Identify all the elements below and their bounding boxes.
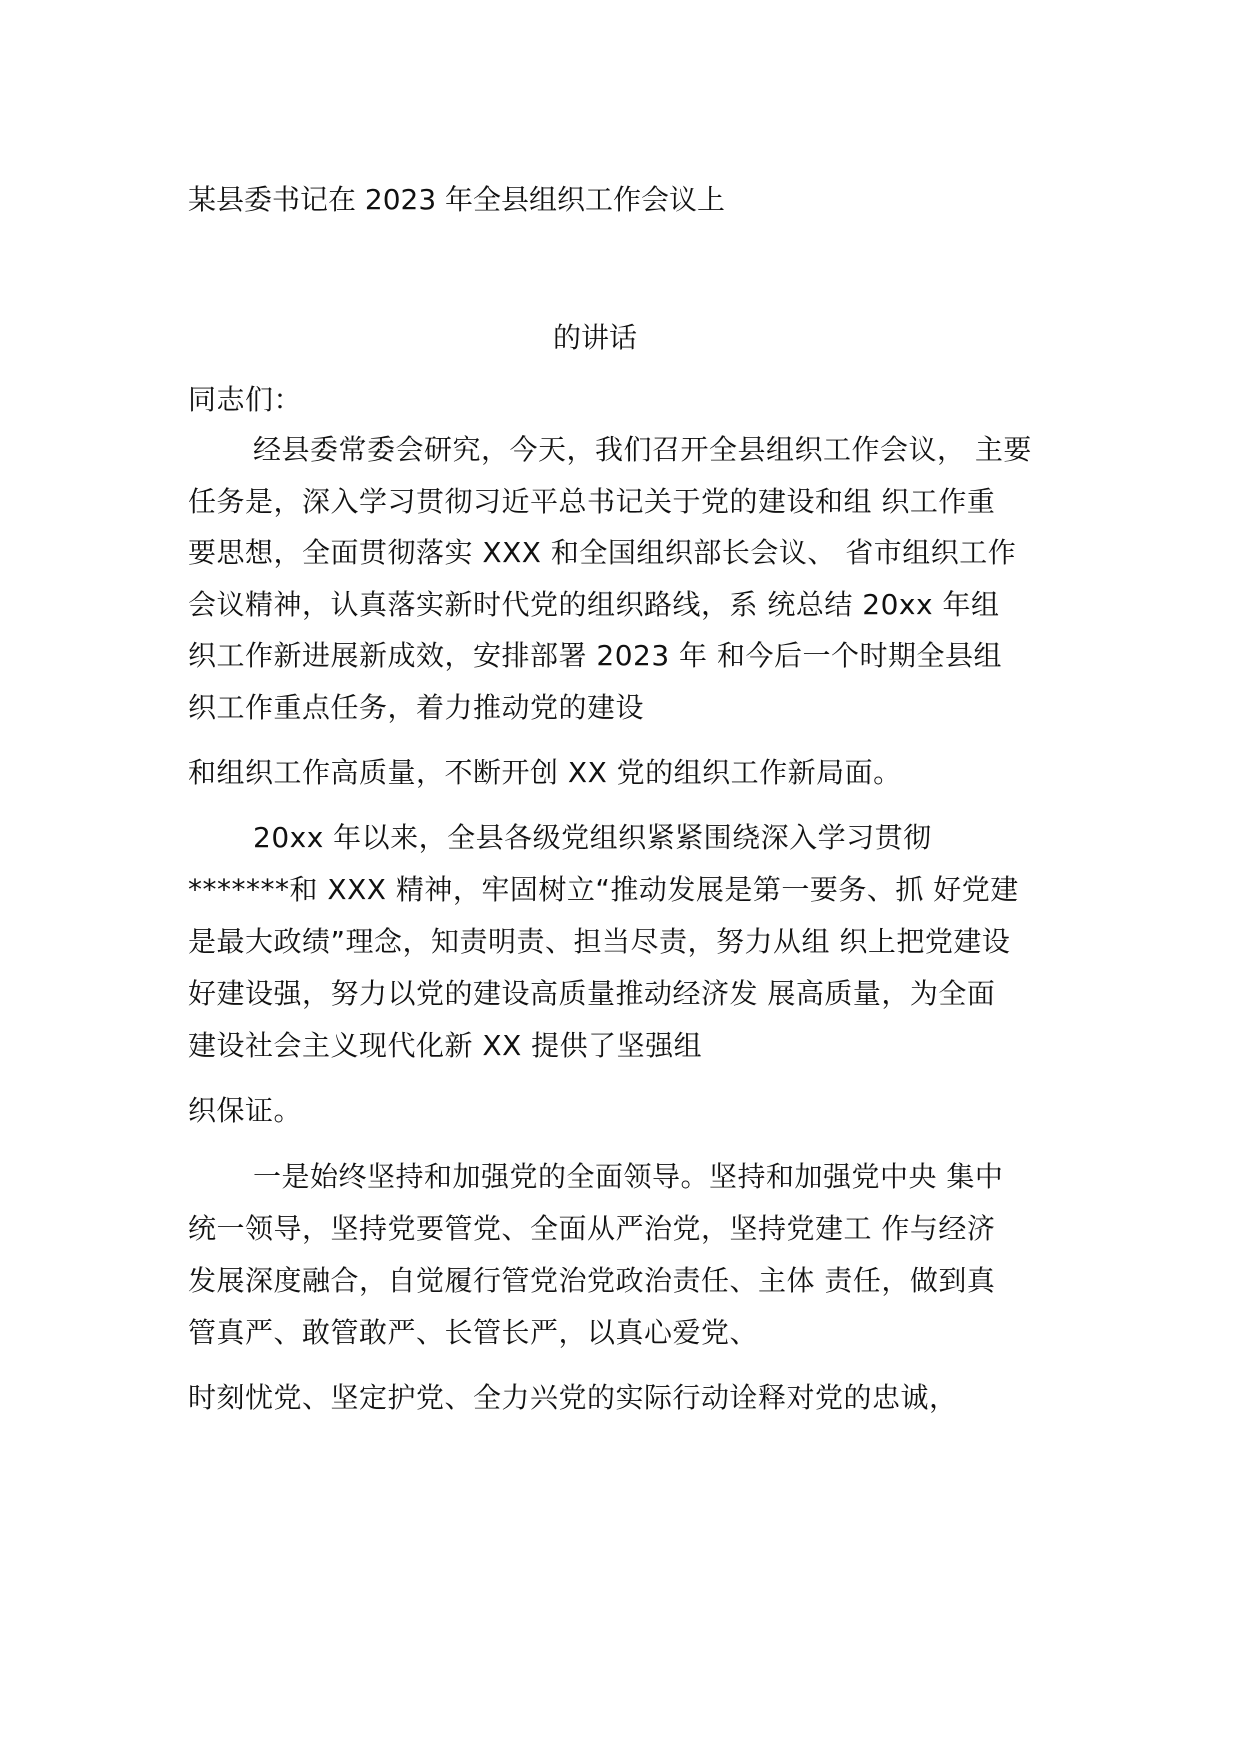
paragraph-2-line-3: 是最大政绩”理念，知责明责、担当尽责，努力从组 织上把党建设 [188,925,1011,958]
paragraph-2-line-5: 建设社会主义现代化新 XX 提供了坚强组 [188,1029,703,1062]
document-title-line-1: 某县委书记在 2023 年全县组织工作会议上 [188,183,726,216]
paragraph-1-line-6: 织工作重点任务，着力推动党的建设 [188,691,645,724]
paragraph-3-line-4: 管真严、敢管敢严、长管长严，以真心爱党、 [188,1316,759,1349]
paragraph-3-line-1: 一是始终坚持和加强党的全面领导。坚持和加强党中央 集中 [253,1160,1004,1193]
salutation: 同志们： [188,383,303,416]
paragraph-1-line-1: 经县委常委会研究，今天，我们召开全县组织工作会议， 主要 [253,433,1032,466]
paragraph-2-line-2: *******和 XXX 精神，牢固树立“推动发展是第一要务、抓 好党建 [188,873,1019,906]
paragraph-2-line-1: 20xx 年以来，全县各级党组织紧紧围绕深入学习贯彻 [253,821,932,854]
paragraph-2-line-6: 织保证。 [188,1094,303,1127]
paragraph-1-line-5: 织工作新进展新成效，安排部署 2023 年 和今后一个时期全县组 [188,639,1002,672]
paragraph-1-line-7: 和组织工作高质量，不断开创 XX 党的组织工作新局面。 [188,756,902,789]
paragraph-3-line-3: 发展深度融合，自觉履行管党治党政治责任、主体 责任，做到真 [188,1264,996,1297]
paragraph-1-line-4: 会议精神，认真落实新时代党的组织路线，系 统总结 20xx 年组 [188,588,1000,621]
paragraph-1-line-2: 任务是，深入学习贯彻习近平总书记关于党的建设和组 织工作重 [188,485,996,518]
paragraph-3-line-2: 统一领导，坚持党要管党、全面从严治党，坚持党建工 作与经济 [188,1212,996,1245]
document-title-line-2: 的讲话 [553,321,638,354]
paragraph-3-line-5: 时刻忧党、坚定护党、全力兴党的实际行动诠释对党的忠诚， [188,1381,958,1414]
paragraph-1-line-3: 要思想，全面贯彻落实 XXX 和全国组织部长会议、 省市组织工作 [188,536,1017,569]
paragraph-2-line-4: 好建设强，努力以党的建设高质量推动经济发 展高质量，为全面 [188,977,996,1010]
